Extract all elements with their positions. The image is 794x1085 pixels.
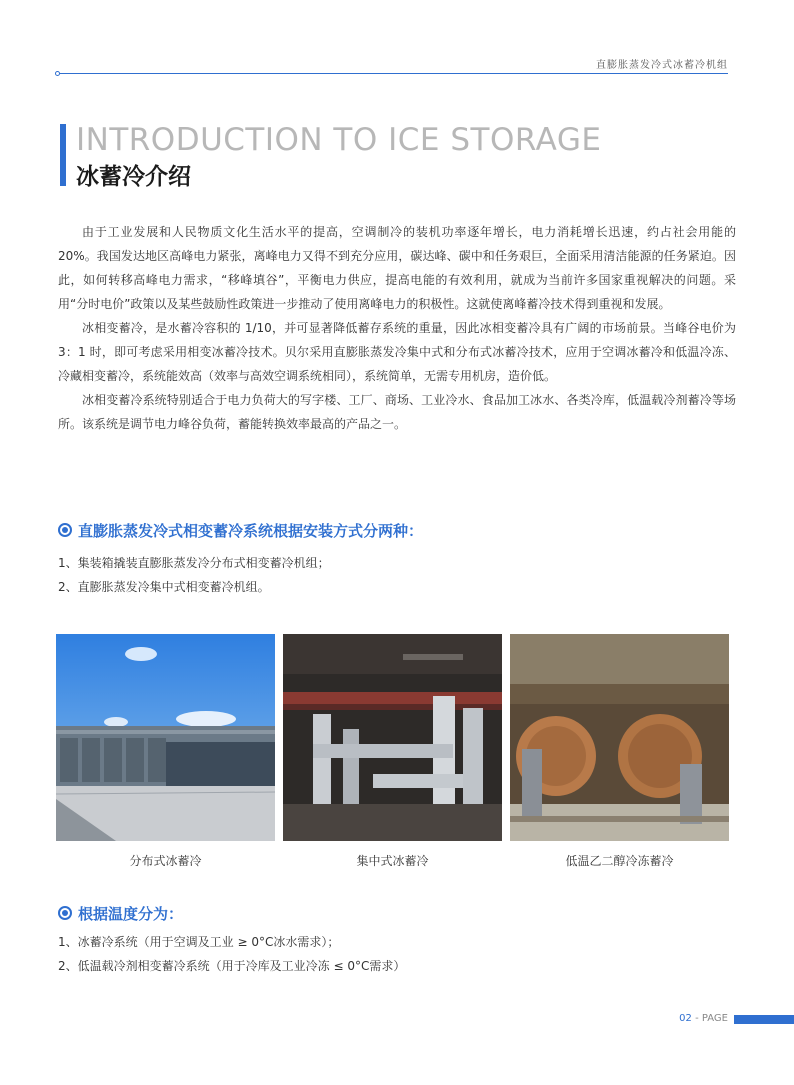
header-title: 直膨胀蒸发冷式冰蓄冷机组 xyxy=(596,60,728,71)
section-heading-temperature-text: 根据温度分为： xyxy=(78,905,184,923)
page-footer xyxy=(0,1005,794,1035)
temperature-type-list xyxy=(58,930,405,978)
list-item: 1、集装箱撬装直膨胀蒸发冷分布式相变蓄冷机组； xyxy=(58,556,330,570)
intro-paragraph-2: 冰相变蓄冷，是水蓄冷容积的 1/10，并可显著降低蓄存系统的重量，因此冰相变蓄冷具有广阔的市场前景。当峰谷电价为 3：1 时，即可考虑采用相变冰蓄冷技术。贝尔采用直膨胀蒸发冷集中式和分布式冰蓄冷技术，应用于空调冰蓄冷和低温冷冻、冷藏相变蓄冷，系统能效高（效率与高效空调系统相同），系统简单，无需专用机房，造价低。 xyxy=(58,321,736,383)
photo-glycol xyxy=(510,634,729,841)
section-heading-install-text: 直膨胀蒸发冷式相变蓄冷系统根据安装方式分两种： xyxy=(78,522,424,540)
page-label: - PAGE xyxy=(691,1013,728,1024)
title-english: INTRODUCTION TO ICE STORAGE xyxy=(76,122,602,158)
photo-centralized xyxy=(283,634,502,841)
list-item: 2、低温载冷剂相变蓄冷系统（用于冷库及工业冷冻 ≤ 0°C需求） xyxy=(58,959,406,973)
caption-glycol: 低温乙二醇冷冻蓄冷 xyxy=(565,854,674,868)
bullet-circle-icon xyxy=(58,523,72,537)
page-number xyxy=(679,1013,728,1024)
list-item: 2、直膨胀蒸发冷集中式相变蓄冷机组。 xyxy=(58,580,270,594)
section-heading-temperature xyxy=(58,903,183,924)
photo-distributed xyxy=(56,634,275,841)
section-heading-install xyxy=(58,520,423,541)
footer-accent-bar xyxy=(734,1015,794,1024)
caption-centralized: 集中式冰蓄冷 xyxy=(356,854,429,868)
page-number-value: 02 xyxy=(679,1013,692,1024)
intro-text xyxy=(58,220,736,436)
header-rule xyxy=(58,73,728,74)
bullet-circle-icon xyxy=(58,906,72,920)
caption-distributed: 分布式冰蓄冷 xyxy=(129,854,202,868)
title-accent-bar xyxy=(60,124,66,186)
intro-paragraph-3: 冰相变蓄冷系统特别适合于电力负荷大的写字楼、工厂、商场、工业冷水、食品加工冰水、各类冷库，低温载冷剂蓄冷等场所。该系统是调节电力峰谷负荷，蓄能转换效率最高的产品之一。 xyxy=(58,393,736,431)
intro-paragraph-1: 由于工业发展和人民物质文化生活水平的提高，空调制冷的装机功率逐年增长，电力消耗增长迅速，约占社会用能的 20%。我国发达地区高峰电力紧张，离峰电力又得不到充分应用，碳达峰、碳中和任务艰巨，全面采用清洁能源的任务紧迫。因此，如何转移高峰电力需求，“移峰填谷”，平衡电力供应，提高电能的有效利用，就成为当前许多国家重视解决的问题。采用“分时电价”政策以及某些鼓励性政策进一步推动了使用离峰电力的积极性。这就使离峰蓄冷技术得到重视和发展。 xyxy=(58,225,736,311)
install-type-list xyxy=(58,551,330,599)
page-header xyxy=(0,0,794,80)
header-dot-icon xyxy=(55,71,60,76)
list-item: 1、冰蓄冷系统（用于空调及工业 ≥ 0°C冰水需求）； xyxy=(58,935,340,949)
title-chinese: 冰蓄冷介绍 xyxy=(76,164,191,190)
